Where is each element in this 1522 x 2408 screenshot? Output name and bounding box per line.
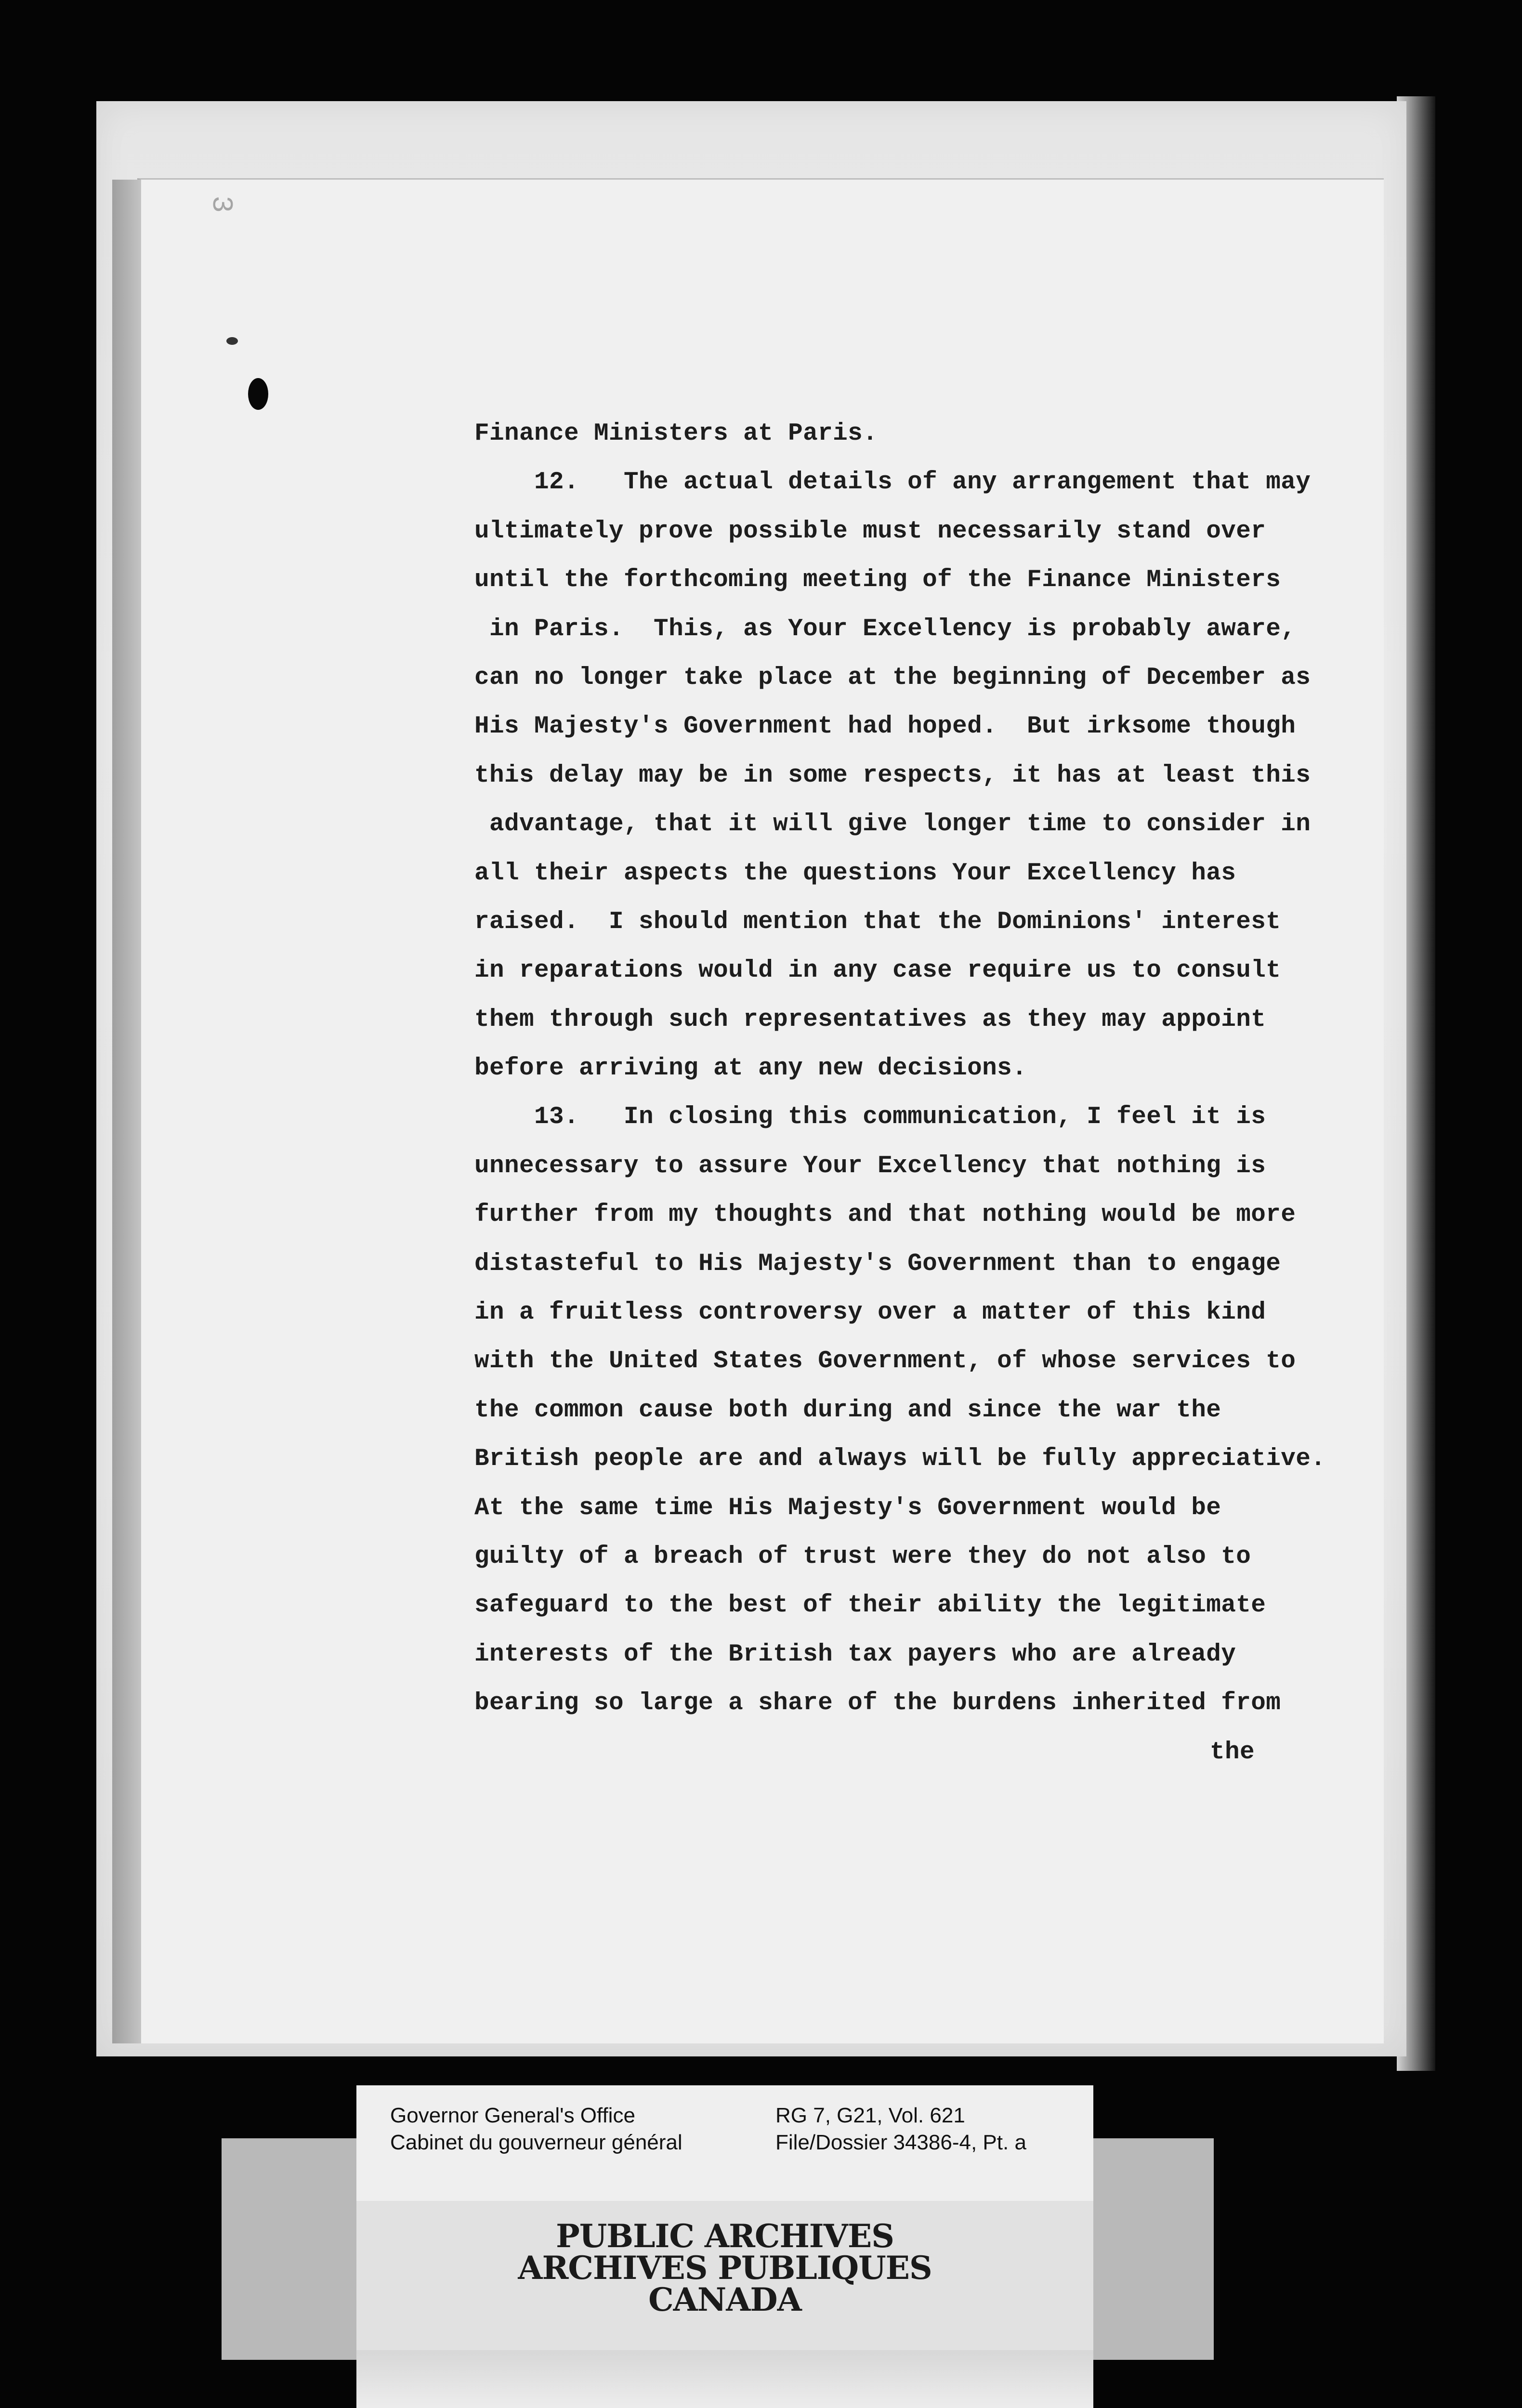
text-line: British people are and always will be fully appreciative.: [474, 1445, 1326, 1473]
archive-slip-label: [356, 2085, 1093, 2201]
text-line: before arriving at any new decisions.: [474, 1055, 1027, 1083]
punch-hole: [248, 378, 268, 410]
page-number: 3: [204, 195, 237, 213]
text-line: guilty of a breach of trust were they do not also to: [474, 1543, 1251, 1570]
text-line: further from my thoughts and that nothing would be more: [474, 1201, 1296, 1229]
text-line: 12. The actual details of any arrangement that may: [474, 469, 1311, 497]
punch-mark: [226, 337, 238, 345]
text-line: raised. I should mention that the Dominions' interest: [474, 908, 1281, 936]
text-line: bearing so large a share of the burdens inherited from: [474, 1689, 1281, 1717]
stamp-line-2: ARCHIVES PUBLIQUES: [518, 2249, 932, 2287]
text-line: in reparations would in any case require us to consult: [474, 957, 1281, 985]
letter-body: [474, 409, 1326, 1777]
stamp-line-1: PUBLIC ARCHIVES: [556, 2217, 894, 2255]
office-fr: Cabinet du gouverneur général: [390, 2131, 682, 2154]
text-line: in a fruitless controversy over a matter of this kind: [474, 1299, 1266, 1327]
catchword: the: [1209, 1738, 1255, 1766]
text-line: can no longer take place at the beginning of December as: [474, 664, 1311, 692]
text-line: distasteful to His Majesty's Government than to engage: [474, 1250, 1281, 1278]
text-line: all their aspects the questions Your Excellency has: [474, 859, 1236, 887]
text-line: interests of the British tax payers who are already: [474, 1640, 1236, 1668]
text-line: At the same time His Majesty's Government would be: [474, 1494, 1221, 1522]
reference-info: [775, 2102, 1026, 2156]
text-line: ultimately prove possible must necessarily stand over: [474, 517, 1266, 545]
text-line: the common cause both during and since the war the: [474, 1396, 1221, 1424]
archives-stamp: [356, 2201, 1093, 2341]
text-line: them through such representatives as they may appoint: [474, 1006, 1266, 1034]
record-group-reference: RG 7, G21, Vol. 621: [775, 2104, 965, 2127]
text-line: 13. In closing this communication, I feel it is: [474, 1103, 1266, 1131]
text-line: in Paris. This, as Your Excellency is probably aware,: [474, 615, 1296, 643]
text-line: His Majesty's Government had hoped. But irksome though: [474, 713, 1296, 741]
stamp-line-3: CANADA: [648, 2281, 801, 2318]
text-line: Finance Ministers at Paris.: [474, 420, 878, 447]
office-en: Governor General's Office: [390, 2104, 635, 2127]
text-line: advantage, that it will give longer time to consider in: [474, 811, 1311, 838]
office-names: [390, 2102, 682, 2156]
text-line: this delay may be in some respects, it has at least this: [474, 761, 1311, 789]
slip-bottom-edge: [356, 2350, 1093, 2408]
file-reference: File/Dossier 34386-4, Pt. a: [775, 2131, 1026, 2154]
text-line: safeguard to the best of their ability the legitimate: [474, 1592, 1266, 1620]
text-line: unnecessary to assure Your Excellency that nothing is: [474, 1152, 1266, 1180]
text-line: until the forthcoming meeting of the Finance Ministers: [474, 566, 1281, 594]
text-line: with the United States Government, of whose services to: [474, 1348, 1296, 1375]
